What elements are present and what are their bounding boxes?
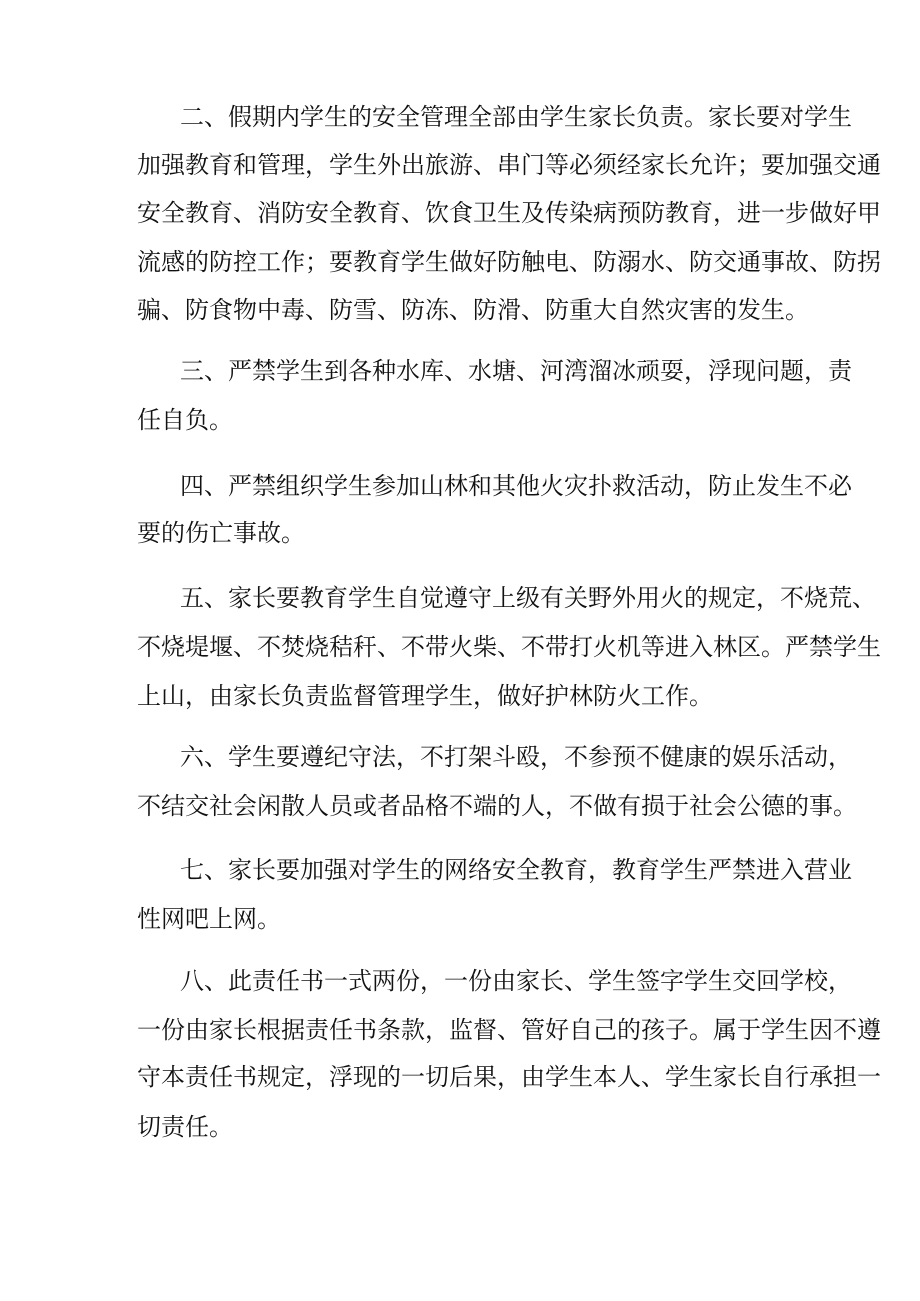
paragraph-line: 安全教育、消防安全教育、饮食卫生及传染病预防教育，进一步做好甲 bbox=[137, 199, 881, 227]
paragraph-line: 一份由家长根据责任书条款，监督、管好自己的孩子。属于学生因不遵 bbox=[137, 1016, 881, 1044]
paragraph-line: 五、家长要教育学生自觉遵守上级有关野外用火的规定，不烧荒、 bbox=[180, 584, 876, 612]
paragraph-line: 不结交社会闲散人员或者品格不端的人，不做有损于社会公德的事。 bbox=[137, 792, 857, 820]
paragraph-line: 不烧堤堰、不焚烧秸秆、不带火柴、不带打火机等进入林区。严禁学生 bbox=[137, 633, 881, 661]
paragraph-line: 守本责任书规定，浮现的一切后果，由学生本人、学生家长自行承担一 bbox=[137, 1063, 881, 1091]
paragraph-line: 四、严禁组织学生参加山林和其他火灾扑救活动，防止发生不必 bbox=[180, 472, 852, 500]
paragraph-line: 二、假期内学生的安全管理全部由学生家长负责。家长要对学生 bbox=[180, 103, 852, 131]
paragraph-line: 切责任。 bbox=[137, 1113, 233, 1141]
paragraph-line: 加强教育和管理，学生外出旅游、串门等必须经家长允许；要加强交通 bbox=[137, 151, 881, 179]
paragraph-line: 六、学生要遵纪守法，不打架斗殴，不参预不健康的娱乐活动， bbox=[180, 743, 852, 771]
paragraph-line: 任自负。 bbox=[137, 406, 233, 434]
paragraph-line: 要的伤亡事故。 bbox=[137, 519, 305, 547]
paragraph-line: 上山，由家长负责监督管理学生，做好护林防火工作。 bbox=[137, 682, 713, 710]
paragraph-line: 性网吧上网。 bbox=[137, 905, 281, 933]
paragraph-line: 七、家长要加强对学生的网络安全教育，教育学生严禁进入营业 bbox=[180, 856, 852, 884]
paragraph-line: 三、严禁学生到各种水库、水塘、河湾溜冰顽耍，浮现问题，责 bbox=[180, 357, 852, 385]
paragraph-line: 骗、防食物中毒、防雪、防冻、防滑、防重大自然灾害的发生。 bbox=[137, 296, 809, 324]
paragraph-line: 流感的防控工作；要教育学生做好防触电、防溺水、防交通事故、防拐 bbox=[137, 248, 881, 276]
paragraph-line: 八、此责任书一式两份，一份由家长、学生签字学生交回学校， bbox=[180, 967, 852, 995]
